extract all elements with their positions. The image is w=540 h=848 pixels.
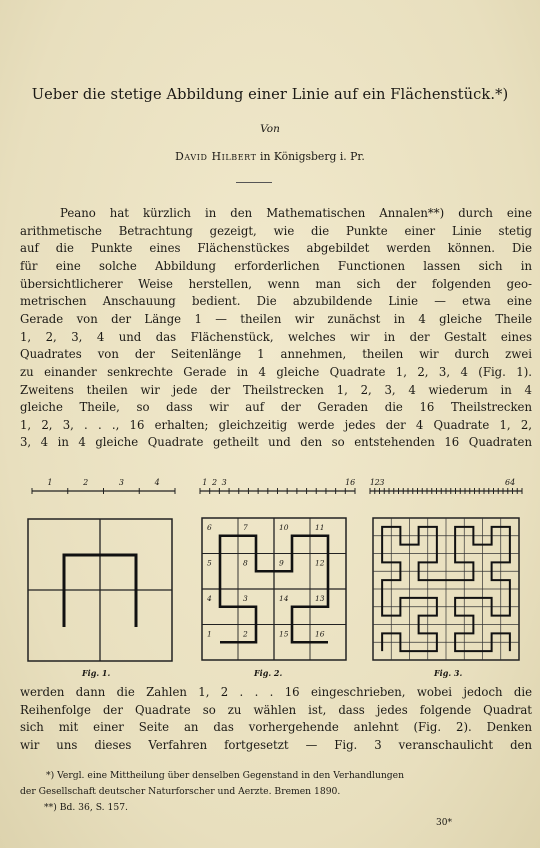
- paragraph2-line: wir uns dieses Verfahren fortgesetzt — Fig. 3 veranschaulicht den: [20, 737, 532, 752]
- paragraph1-line: Peano hat kürzlich in den Mathematischen Annalen**) durch eine: [60, 206, 532, 220]
- paragraph1-line: zu einander senkrechte Gerade in 4 gleiche Quadrate 1, 2, 3, 4 (Fig. 1).: [20, 364, 532, 379]
- footnote-1-cont: der Gesellschaft deutscher Naturforscher und Aerzte. Bremen 1890.: [20, 786, 341, 797]
- scale-tick-label: 16: [345, 478, 356, 487]
- fig2-cell-number: 11: [315, 523, 325, 532]
- paragraph1-line: arithmetische Betrachtung gezeigt, wie die Punkte einer Linie stetig: [20, 223, 532, 238]
- scale-tick-label: 3: [221, 478, 227, 487]
- page-number: 30*: [436, 818, 452, 828]
- title-divider: [236, 182, 272, 183]
- paragraph1-line: Quadrates von der Seitenlänge 1 annehmen, theilen wir durch zwei: [20, 347, 532, 362]
- paragraph1-line: auf die Punkte eines Flächenstückes abgebildet werden können. Die: [20, 241, 532, 256]
- fig2-cell-number: 5: [207, 558, 212, 568]
- fig2-cell-number: 6: [207, 523, 212, 532]
- byline-von: Von: [260, 123, 280, 135]
- fig3-caption: Fig. 3.: [434, 668, 463, 678]
- paragraph2-line: werden dann die Zahlen 1, 2 . . . 16 eingeschrieben, wobei jedoch die: [20, 685, 532, 699]
- paragraph1-line: Gerade von der Länge 1 — theilen wir zunächst in 4 gleiche Theile: [20, 311, 532, 326]
- scale-tick-label: 1: [47, 478, 53, 487]
- fig2-cell-number: 13: [315, 594, 325, 603]
- fig2-cell-number: 3: [243, 594, 248, 603]
- fig2-cell-number: 15: [279, 629, 289, 639]
- scale-tick-label: 2: [83, 478, 89, 487]
- fig2-curve: [220, 536, 328, 643]
- fig2-cell-number: 2: [243, 629, 248, 639]
- paragraph2-line: sich mit einer Seite an das vorhergehende anlehnt (Fig. 2). Denken: [20, 720, 532, 735]
- fig2-cell-number: 4: [207, 594, 212, 603]
- paragraph1-line: übersichtlicherer Weise herstellen, wenn man sich der folgenden geo-: [20, 276, 532, 291]
- scale-tick-label: 2: [374, 478, 380, 487]
- fig3-curve: [382, 527, 510, 651]
- scale-tick-label: 64: [505, 478, 516, 487]
- fig2-cell-number: 14: [279, 594, 289, 603]
- scale-tick-label: 1: [202, 478, 208, 487]
- fig2-cell-number: 8: [243, 558, 248, 568]
- fig3-square: [373, 518, 519, 660]
- fig1-square: [28, 519, 172, 661]
- scale-tick-label: 4: [154, 478, 160, 487]
- paragraph1-line: Zweitens theilen wir jede der Theilstrecken 1, 2, 3, 4 wiederum in 4: [20, 382, 532, 397]
- paragraph1-line: 1, 2, 3, . . ., 16 erhalten; gleichzeitig werde jedes der 4 Quadrate 1, 2,: [20, 417, 532, 432]
- footnote-1: *) Vergl. eine Mittheilung über denselben Gegenstand in den Verhandlungen: [46, 770, 405, 781]
- paragraph1-line: 3, 4 in 4 gleiche Quadrate getheilt und den so entstehenden 16 Quadraten: [20, 435, 532, 450]
- article-title: Ueber die stetige Abbildung einer Linie auf ein Flächenstück.*): [31, 86, 509, 103]
- paragraph2-line: Reihenfolge der Quadrate so zu wählen ist, dass jedes folgende Quadrat: [20, 702, 532, 717]
- fig2-cell-number: 1: [207, 629, 212, 639]
- author-line: [0, 150, 540, 163]
- scale-tick-label: 2: [211, 478, 218, 487]
- fig2-cell-number: 12: [315, 558, 325, 568]
- fig1-curve: [64, 555, 136, 627]
- fig2-cell-number: 9: [279, 558, 284, 568]
- paragraph1-line: für eine solche Abbildung erforderlichen Functionen lassen sich in: [20, 258, 532, 273]
- fig2-cell-number: 16: [315, 629, 325, 639]
- author-place: in Königsberg i. Pr.: [260, 150, 365, 163]
- paragraph1-line: metrischen Anschauung bedient. Die abzubildende Linie — etwa eine: [20, 294, 532, 309]
- paragraph1-line: gleiche Theile, so dass wir auf der Geraden die 16 Theilstrecken: [20, 400, 532, 415]
- author-name: David Hilbert: [175, 150, 257, 163]
- fig2-square: [202, 518, 346, 660]
- fig2-cell-number: 10: [279, 523, 289, 532]
- footnote-2: **) Bd. 36, S. 157.: [44, 802, 128, 813]
- paragraph1-line: 1, 2, 3, 4 und das Flächenstück, welches wir in der Gestalt eines: [20, 329, 532, 344]
- scale-tick-label: 3: [379, 478, 385, 487]
- fig2-caption: Fig. 2.: [254, 668, 283, 678]
- scale-tick-label: 3: [118, 478, 124, 487]
- scale-tick-label: 1: [369, 478, 375, 487]
- fig1-caption: Fig. 1.: [82, 668, 111, 678]
- fig2-cell-number: 7: [243, 523, 248, 532]
